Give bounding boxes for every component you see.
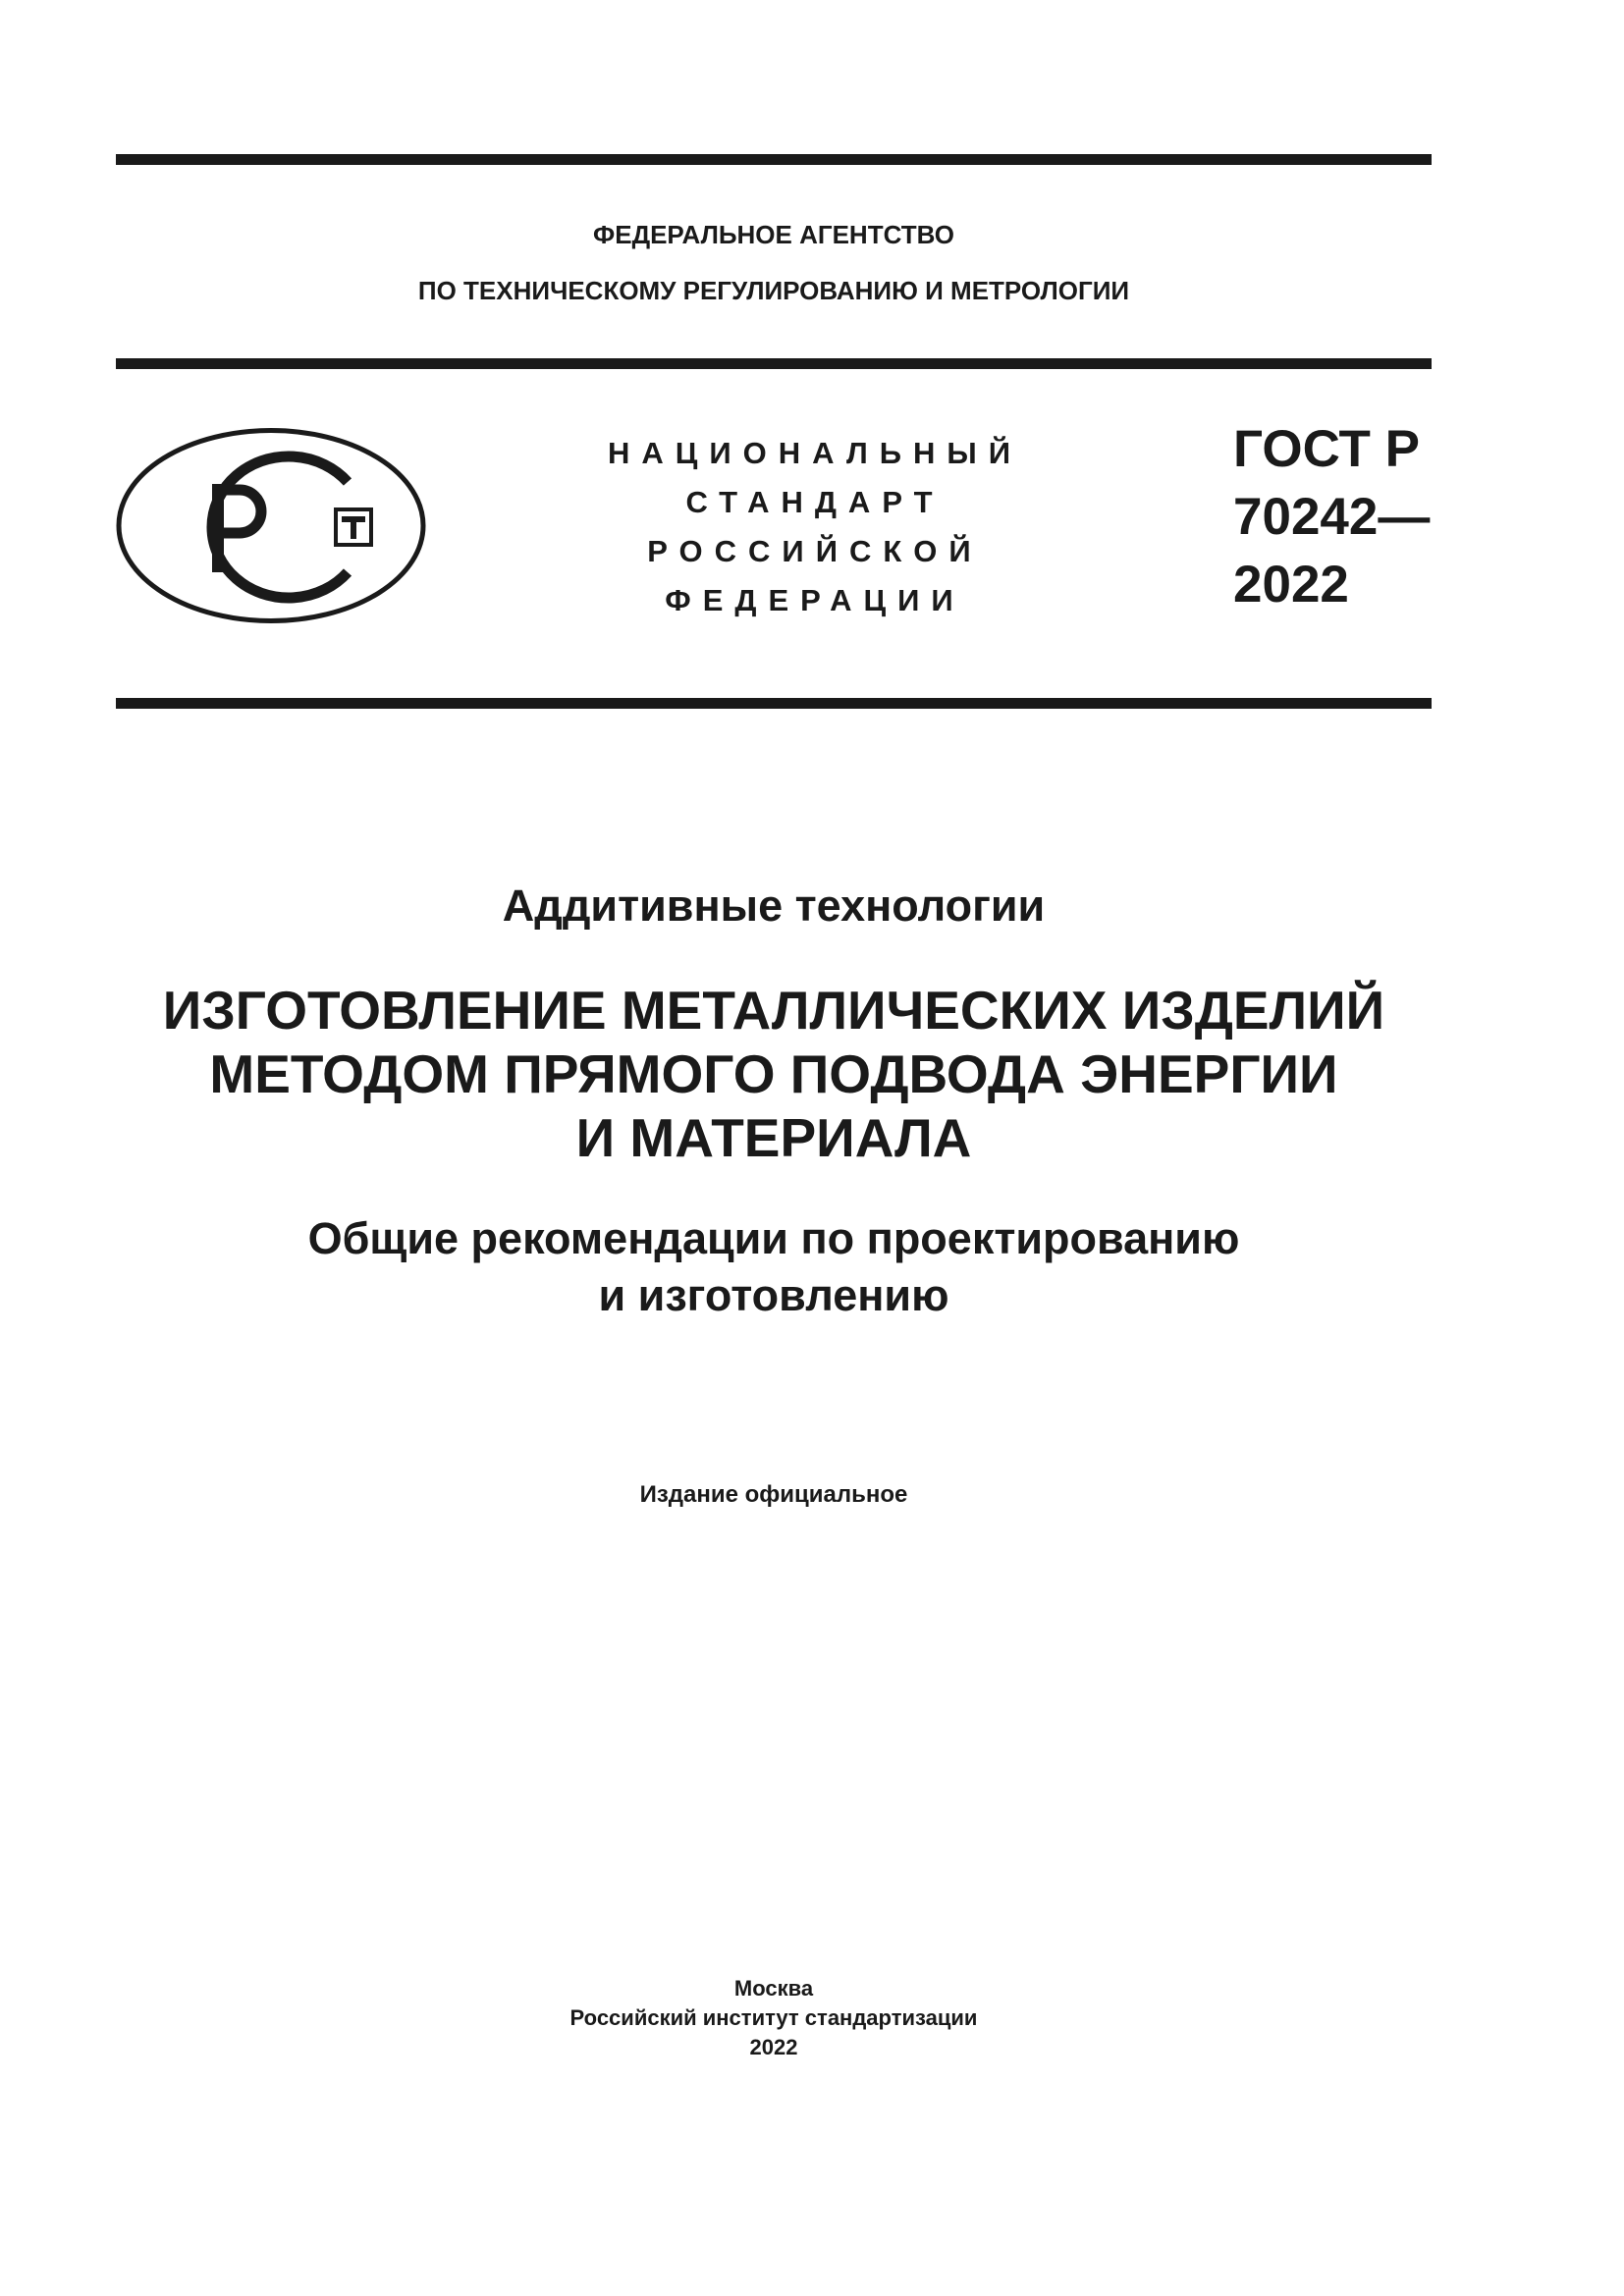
edition-note: Издание официальное xyxy=(639,1481,908,1508)
rst-conformity-mark-icon xyxy=(114,425,428,626)
national-line-1: НАЦИОНАЛЬНЫЙ xyxy=(607,436,1023,470)
gost-designation-line-3: 2022 xyxy=(1233,556,1349,614)
national-line-2: СТАНДАРТ xyxy=(685,485,945,519)
subject-heading: Аддитивные технологии xyxy=(502,881,1046,931)
agency-line-2: ПО ТЕХНИЧЕСКОМУ РЕГУЛИРОВАНИЮ И МЕТРОЛОГИИ xyxy=(417,276,1130,305)
standard-rule xyxy=(116,698,1432,709)
top-rule xyxy=(116,154,1432,165)
imprint-city: Москва xyxy=(733,1976,814,2001)
subtitle-line-2: и изготовлению xyxy=(598,1270,949,1320)
gost-designation-line-1: ГОСТ Р xyxy=(1233,420,1420,478)
gost-designation-line-2: 70242— xyxy=(1233,488,1431,546)
agency-line-1: ФЕДЕРАЛЬНОЕ АГЕНТСТВО xyxy=(593,220,954,249)
main-title-line-3: И МАТЕРИАЛА xyxy=(575,1107,972,1168)
main-title-line-2: МЕТОДОМ ПРЯМОГО ПОДВОДА ЭНЕРГИИ xyxy=(209,1043,1338,1104)
imprint-year: 2022 xyxy=(749,2035,798,2059)
main-title-line-1: ИЗГОТОВЛЕНИЕ МЕТАЛЛИЧЕСКИХ ИЗДЕЛИЙ xyxy=(162,980,1385,1041)
subtitle-line-1: Общие рекомендации по проектированию xyxy=(307,1213,1240,1263)
agency-rule xyxy=(116,358,1432,369)
national-line-3: РОССИЙСКОЙ xyxy=(647,534,983,568)
imprint-publisher: Российский институт стандартизации xyxy=(569,2005,978,2030)
national-line-4: ФЕДЕРАЦИИ xyxy=(665,583,965,617)
